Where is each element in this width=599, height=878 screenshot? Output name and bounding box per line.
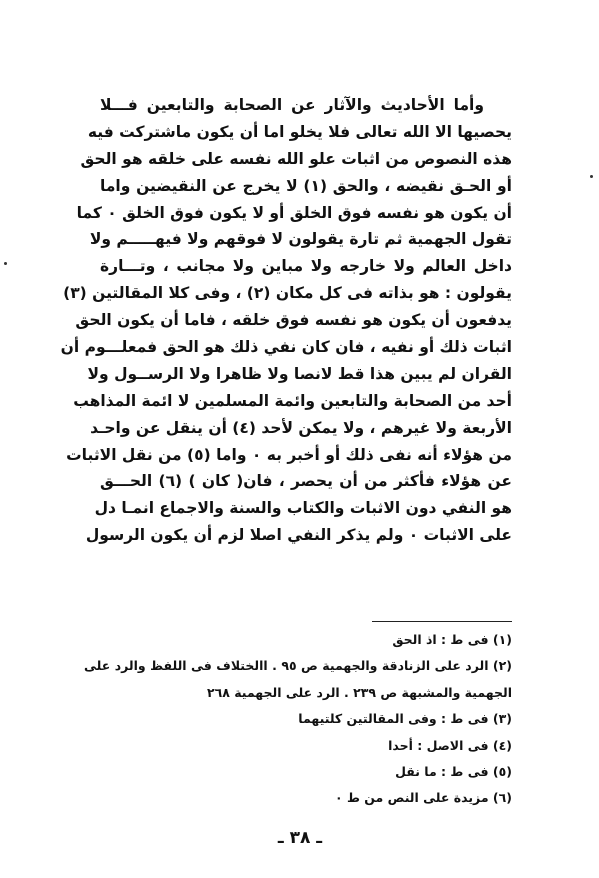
text-line: على الاثبات ٠ ولم يذكر النفي اصلا لزم أن يكون الرسول xyxy=(85,526,512,545)
scan-speck xyxy=(590,175,593,178)
text-line: يحصيها الا الله تعالى فلا يخلو اما أن يكون ماشتركت فيه xyxy=(87,122,512,141)
text-line: من هؤلاء أنه نفى ذلك أو أخبر به ٠ واما (٥) من نقل الاثبات xyxy=(66,445,512,464)
text-line: أحد من الصحابة والتابعين وائمة المسلمين لا ائمة المذاهب xyxy=(73,391,512,410)
text-line: داخل العالم ولا خارجه ولا مباين ولا مجانب ، وتـــارة xyxy=(100,257,512,276)
text-line: الأربعة ولا غيرهم ، ولا يمكن لأحد (٤) أن ينقل عن واحـد xyxy=(90,418,512,437)
footnote-line: (٢) الرد على الزنادقة والجهمية ص ٩٥ . االختلاف فى اللفظ والرد على xyxy=(84,658,512,674)
footnote-divider xyxy=(372,621,512,622)
footnote-line: (٥) فى ط : ما نقل xyxy=(395,763,512,779)
footnote-line: (١) فى ط : اذ الحق xyxy=(392,632,512,647)
footnotes-block xyxy=(84,627,512,812)
text-line: اثبات ذلك أو نفيه ، فان كان نفي ذلك هو الحق فمعلـــوم أن xyxy=(60,338,512,357)
footnote-line: (٤) فى الاصل : أحدا xyxy=(388,737,512,753)
text-line: يقولون : هو بذاته فى كل مكان (٢) ، وفى كلا المقالتين (٣) xyxy=(63,284,512,303)
main-text-block xyxy=(60,92,513,549)
footnote-line: الجهمية والمشبهة ص ٢٣٩ . الرد على الجهمية ٢٦٨ xyxy=(206,684,512,700)
text-line: تقول الجهمية ثم تارة يقولون لا فوقهم ولا فيهـــــم ولا xyxy=(89,230,512,249)
text-line: هو النفي دون الاثبات والكتاب والسنة والاجماع انمـا دل xyxy=(94,499,512,518)
footnote-line: (٣) فى ط : وفى المقالتين كلتيهما xyxy=(298,711,512,727)
text-line: يدفعون أن يكون هو نفسه فوق خلقه ، فاما أن يكون الحق xyxy=(75,311,512,330)
text-line: القران لم يبين هذا قط لانصا ولا ظاهرا ولا الرســول ولا xyxy=(87,364,512,383)
text-line: أن يكون هو نفسه فوق الخلق أو لا يكون فوق الخلق ٠ كما xyxy=(76,203,512,222)
text-line: هذه النصوص من اثبات علو الله نفسه على خلقه هو الحق xyxy=(80,149,512,168)
scan-speck xyxy=(4,262,7,265)
footnote-line: (٦) مزيدة على النص من ط ٠ xyxy=(334,790,512,806)
text-line: أو الحـق نقيضه ، والحق (١) لا يخرج عن النقيضين واما xyxy=(100,176,512,195)
page-number: ـ ٣٨ ـ xyxy=(277,828,323,848)
text-line: وأما الأحاديث والآثار عن الصحابة والتابعين فـــلا xyxy=(100,96,484,114)
text-line: عن هؤلاء فأكثر من أن يحصر ، فان( كان ) (٦) الحـــق xyxy=(100,472,513,491)
